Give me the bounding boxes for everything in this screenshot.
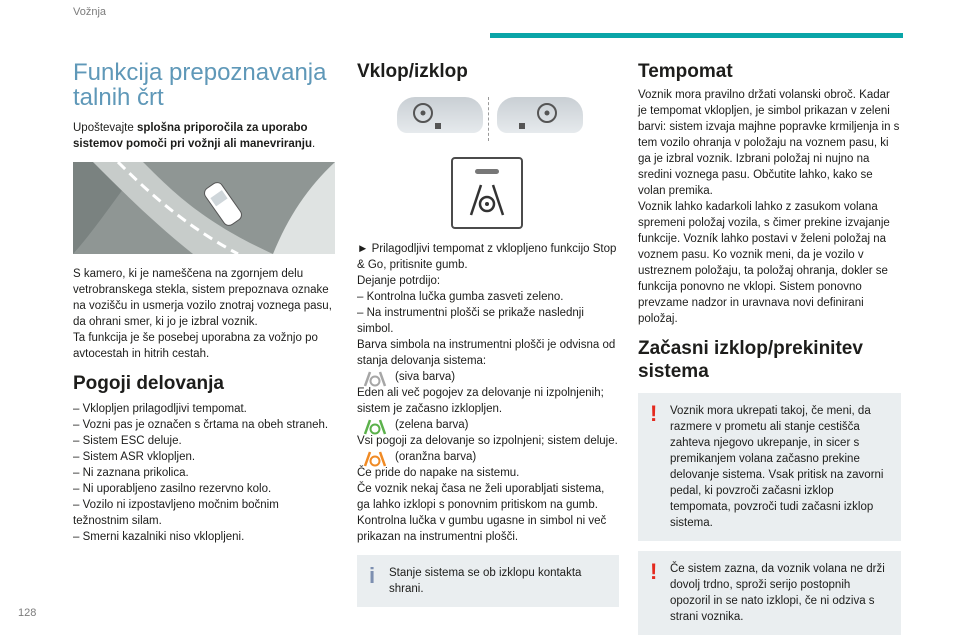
list-item: – Vozni pas je označen s črtama na obeh straneh.: [73, 419, 329, 431]
divider: [488, 97, 489, 141]
symbol-orange-name: (oranžna barva): [395, 451, 477, 463]
symbol-orange-desc: Če pride do napake na sistemu.: [357, 467, 520, 479]
steering-controls-illustration: [357, 97, 619, 141]
para-led: – Kontrolna lučka gumba zasveti zeleno.: [357, 291, 564, 303]
symbol-green-row: [357, 417, 619, 449]
info-note-text: Stanje sistema se ob izklopu kontakta shrani.: [389, 567, 582, 595]
para-highway: Ta funkcija je še posebej uporabna za vožnjo po avtocestah in hitrih cestah.: [73, 332, 318, 360]
intro-link-bold[interactable]: splošna priporočila za uporabo sistemov pomoči pri vožnji ali manevriranju: [73, 122, 313, 150]
lane-symbol-green-icon: [363, 419, 387, 435]
left-column: [73, 52, 335, 545]
heading-cruise-control: Tempomat: [638, 61, 733, 82]
middle-column: [357, 52, 619, 607]
para-turn-off: Če voznik nekaj časa ne želi uporabljati sistema, ga lahko izklopi s ponovnim pritiskom na gumb. Kontrolna lučka v gumbu ugasne in simbol ni več prikazan na instrumentni plošči.: [357, 483, 607, 543]
symbol-orange-row: [357, 449, 619, 481]
para-hold-wheel: Voznik mora pravilno držati volanski obroč. Kadar je tempomat vklopljen, je simbol prikazan v zeleni barvi: sistem izvaja majhne popravke krmiljenja in s tem vozilo ohranja v položaju na voznem pasu, ki ga je izbral voznik. Izbrani položaj ni nujno na sredini voznega pasu. Občutite lahko, kako se volan premika.: [638, 89, 900, 197]
list-item: – Smerni kazalniki niso vklopljeni.: [73, 531, 245, 543]
lane-assist-button[interactable]: [451, 157, 523, 229]
symbol-green-name: (zelena barva): [395, 419, 469, 431]
para-color-depends: Barva simbola na instrumentni plošči je odvisna od stanja delovanja sistema:: [357, 339, 616, 367]
conditions-list: [73, 401, 335, 545]
page-title: Funkcija prepoznavanja talnih črt: [73, 59, 327, 111]
heading-conditions: Pogoji delovanja: [73, 373, 224, 394]
warning-icon: !: [650, 559, 658, 584]
accent-bar: [490, 33, 903, 38]
list-item: – Sistem ESC deluje.: [73, 435, 182, 447]
road-illustration: [73, 162, 335, 254]
intro-end: .: [312, 138, 316, 150]
warning-text-1: Voznik mora ukrepati takoj, če meni, da razmere v prometu ali stanje cestišča zahteva njegovo ukrepanje, in sicer s premikanjem volana začasno prekine delovanje sistema. Vsak pritisk na zavorni pedal, ki povzroči začasni izklop tempomata, povzroči tudi začasni izklop sistema.: [670, 405, 884, 529]
list-item: – Ni uporabljeno zasilno rezervno kolo.: [73, 483, 272, 495]
symbol-grey-row: [357, 369, 619, 401]
intro-text: [73, 120, 335, 152]
symbol-grey-desc: Eden ali več pogojev za delovanje ni izpolnjenih; sistem je začasno izklopljen.: [357, 387, 604, 415]
lane-assist-icon: [453, 159, 521, 227]
right-column: [638, 52, 901, 635]
list-item: – Vklopljen prilagodljivi tempomat.: [73, 403, 247, 415]
heading-on-off: Vklop/izklop: [357, 61, 468, 82]
lane-symbol-grey-icon: [363, 371, 387, 387]
para-driver-change: Voznik lahko kadarkoli lahko z zasukom volana spremeni položaj vozila, s čimer prekine izvajanje funkcije. Vozník lahko postavi v želeni položaj na voznem pasu. Ko voznik meni, da je vozilo v ustreznem položaju, ta položaj ohranja, dokler se funkcija ponovno ne vklopi. Sistem ponovno prevzame nadzor in uravnava novi definirani položaj.: [638, 201, 890, 325]
para-symbol: – Na instrumentni plošči se prikaže naslednji simbol.: [357, 307, 584, 335]
section-header: Vožnja: [73, 6, 107, 18]
lane-symbol-orange-icon: [363, 451, 387, 467]
para-confirm: Dejanje potrdijo:: [357, 275, 441, 287]
intro-plain: Upoštevajte: [73, 122, 137, 134]
para-camera: S kamero, ki je nameščena na zgornjem delu vetrobranskega stekla, sistem prepoznava oznake na vozišču in usmerja vozilo znotraj voznega pasu, da ohrani smer, ki jo je izbral voznik.: [73, 268, 332, 328]
warning-text-2: Če sistem zazna, da voznik volana ne drži dovolj trdno, sproži serijo postopnih opozoril in se nato izklopi, če ni odziva s strani voznika.: [670, 563, 885, 623]
page-number: 128: [18, 607, 37, 619]
warning-note-1: [638, 393, 901, 541]
symbol-green-desc: Vsi pogoji za delovanje so izpolnjeni; sistem deluje.: [357, 435, 618, 447]
list-item: – Sistem ASR vklopljen.: [73, 451, 196, 463]
warning-icon: !: [650, 401, 658, 426]
info-icon: i: [369, 563, 376, 588]
para-press-button: ► Prilagodljivi tempomat z vklopljeno funkcijo Stop & Go, pritisnite gumb.: [357, 243, 617, 271]
steering-control-left: [397, 97, 483, 133]
steering-control-right: [497, 97, 583, 133]
list-item: – Ni zaznana prikolica.: [73, 467, 189, 479]
warning-note-2: [638, 551, 901, 635]
info-note: [357, 555, 619, 607]
heading-temp-off: Začasni izklop/prekinitev sistema: [638, 338, 863, 382]
symbol-grey-name: (siva barva): [395, 371, 456, 383]
list-item: – Vozilo ni izpostavljeno močnim bočnim težnostnim silam.: [73, 499, 279, 527]
